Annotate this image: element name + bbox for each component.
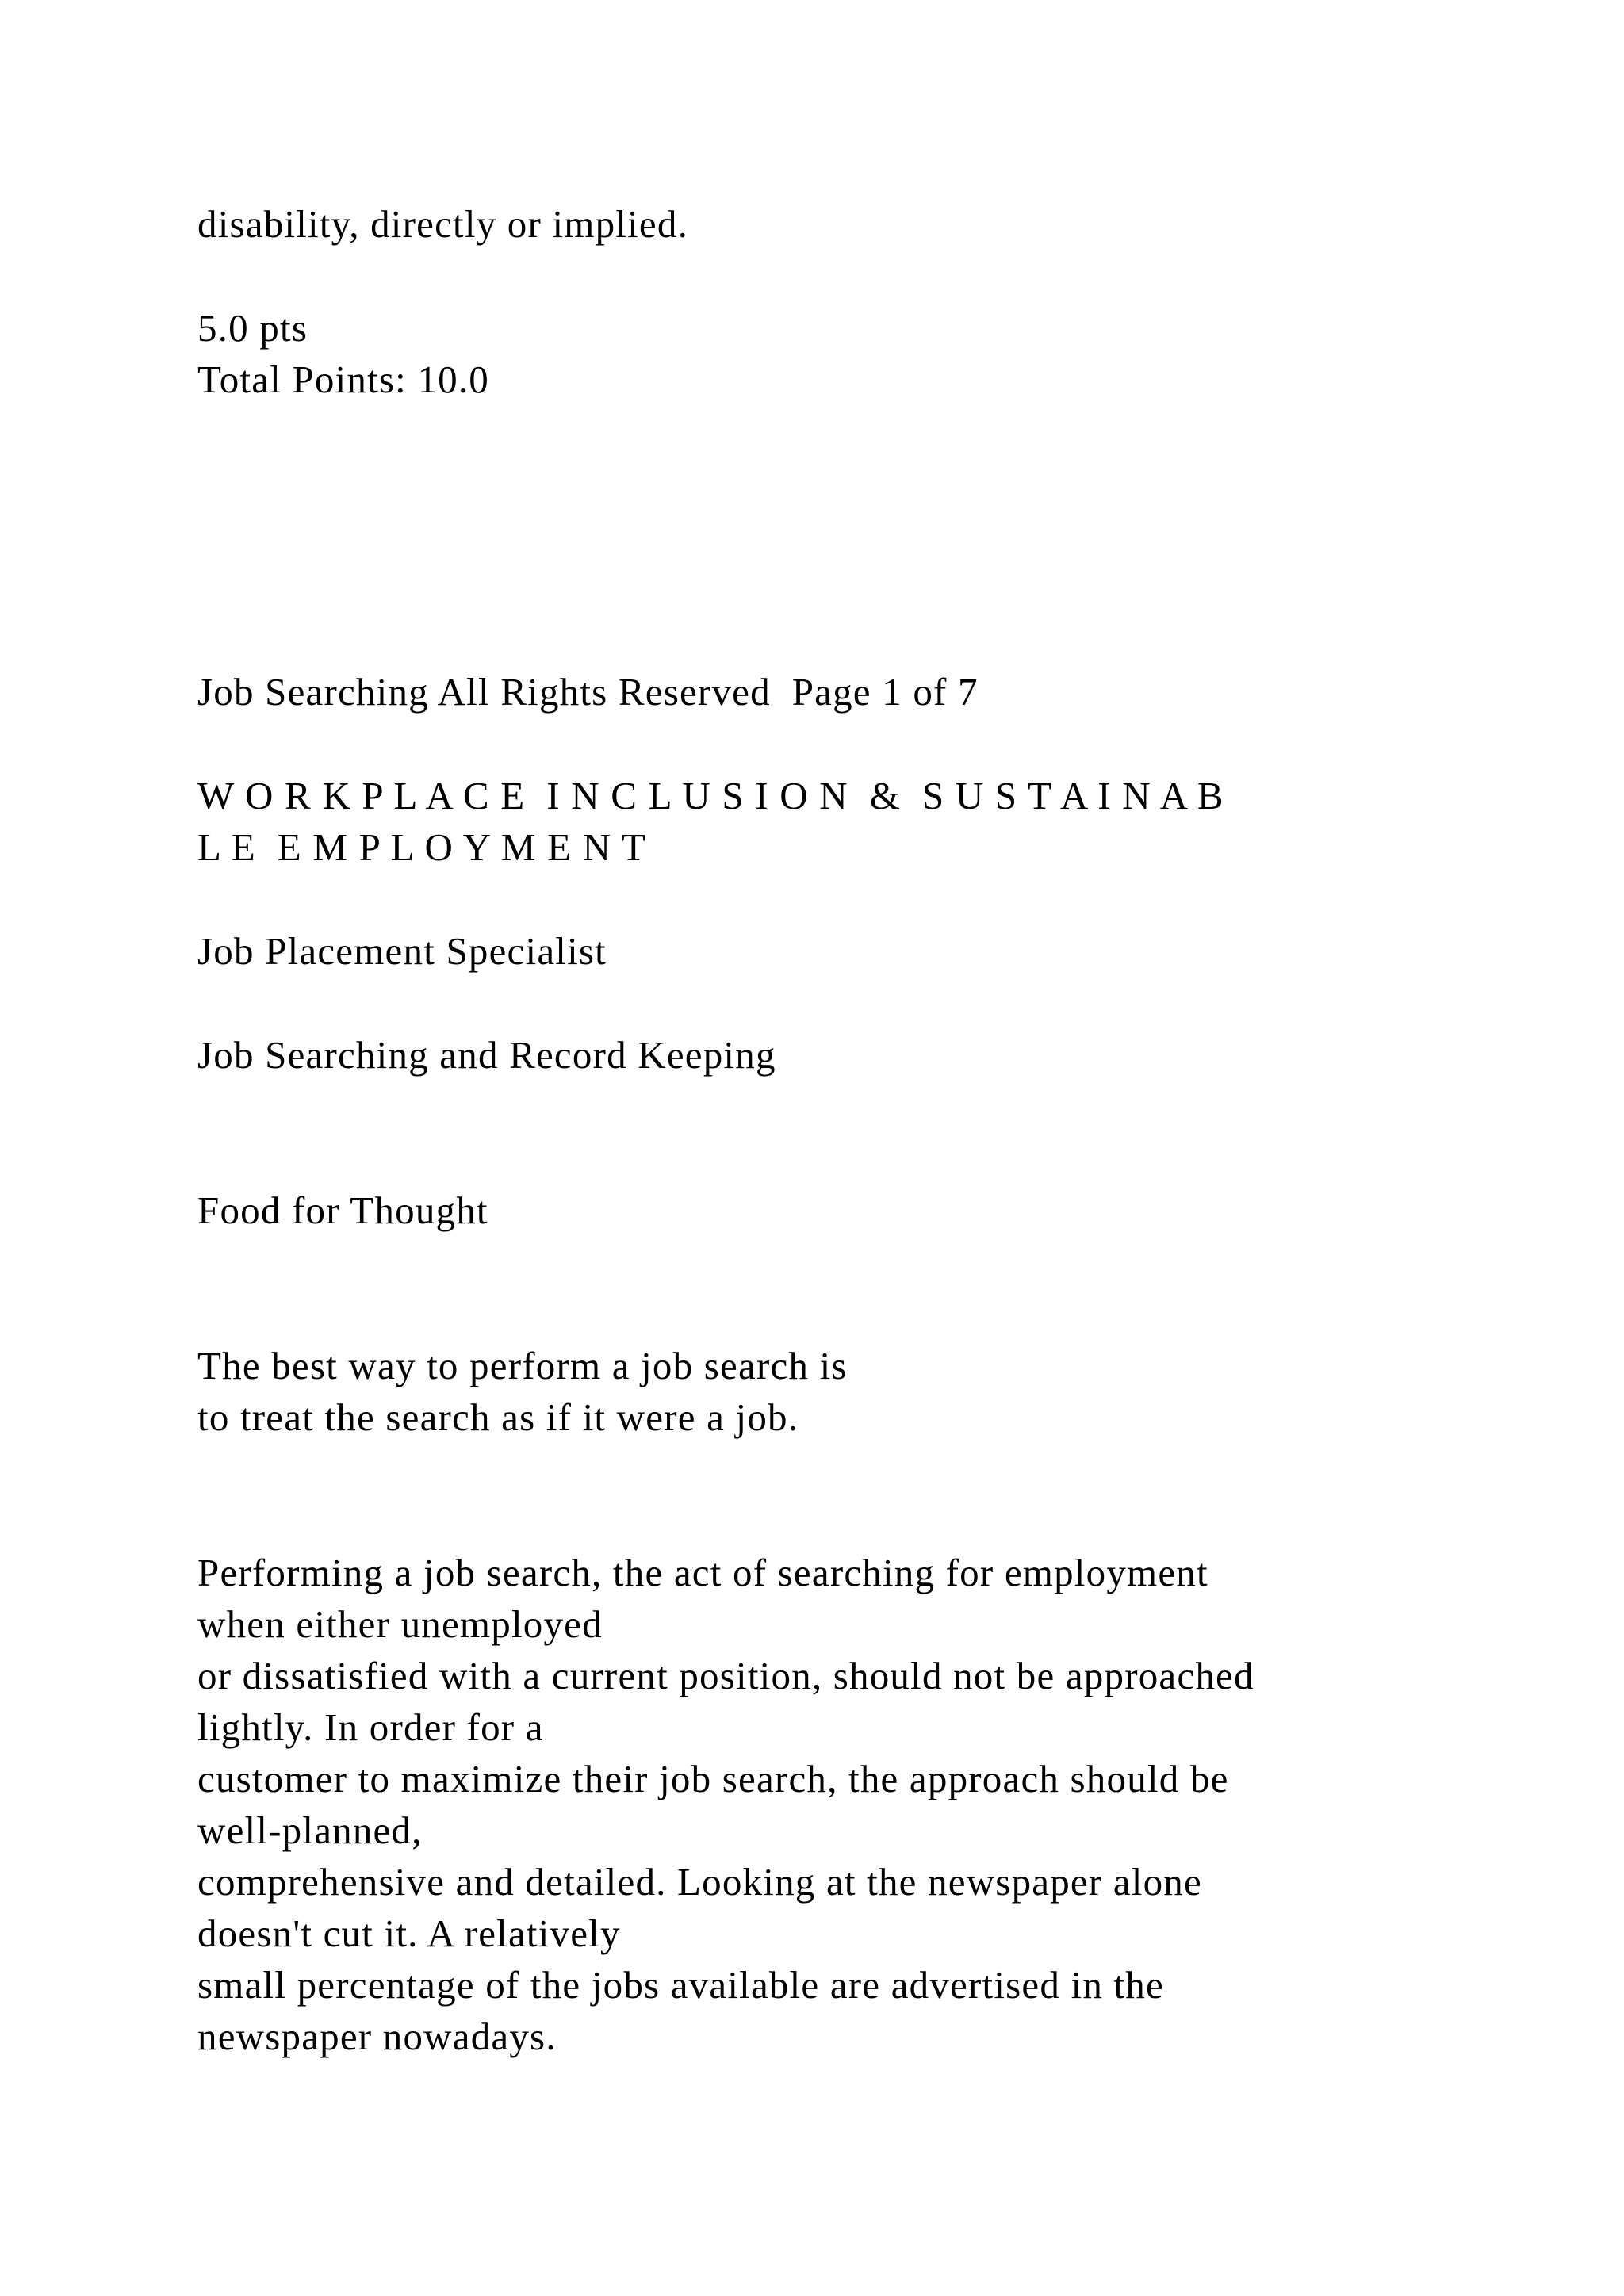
body-line-4: lightly. In order for a [197,1705,544,1749]
subheading-role: Job Placement Specialist [197,929,607,973]
body-line-6: well-planned, [197,1808,423,1852]
body-line-2: when either unemployed [197,1602,603,1646]
body-line-3: or dissatisfied with a current position, should not be approached [197,1654,1254,1697]
body-line-1: Performing a job search, the act of searching for employment [197,1551,1208,1594]
body-line-5: customer to maximize their job search, the approach should be [197,1757,1229,1800]
total-points-line: Total Points: 10.0 [197,358,489,401]
body-line-9: small percentage of the jobs available are advertised in the [197,1963,1164,2007]
section-heading-food-for-thought: Food for Thought [197,1188,488,1232]
body-line-10: newspaper nowadays. [197,2015,557,2058]
body-line-8: doesn't cut it. A relatively [197,1911,621,1955]
heading-title-line-2: L E E M P L O Y M E N T [197,825,646,869]
quote-line-2: to treat the search as if it were a job. [197,1395,799,1439]
quote-line-1: The best way to perform a job search is [197,1344,848,1387]
points-line: 5.0 pts [197,306,308,350]
subheading-topic: Job Searching and Record Keeping [197,1033,776,1077]
heading-title-line-1: W O R K P L A C E I N C L U S I O N & S U S T A I N A B [197,774,1224,817]
body-line-7: comprehensive and detailed. Looking at the newspaper alone [197,1860,1202,1904]
text-line-disability: disability, directly or implied. [197,202,689,246]
page-footer: Job Searching All Rights Reserved Page 1 of 7 [197,670,979,714]
